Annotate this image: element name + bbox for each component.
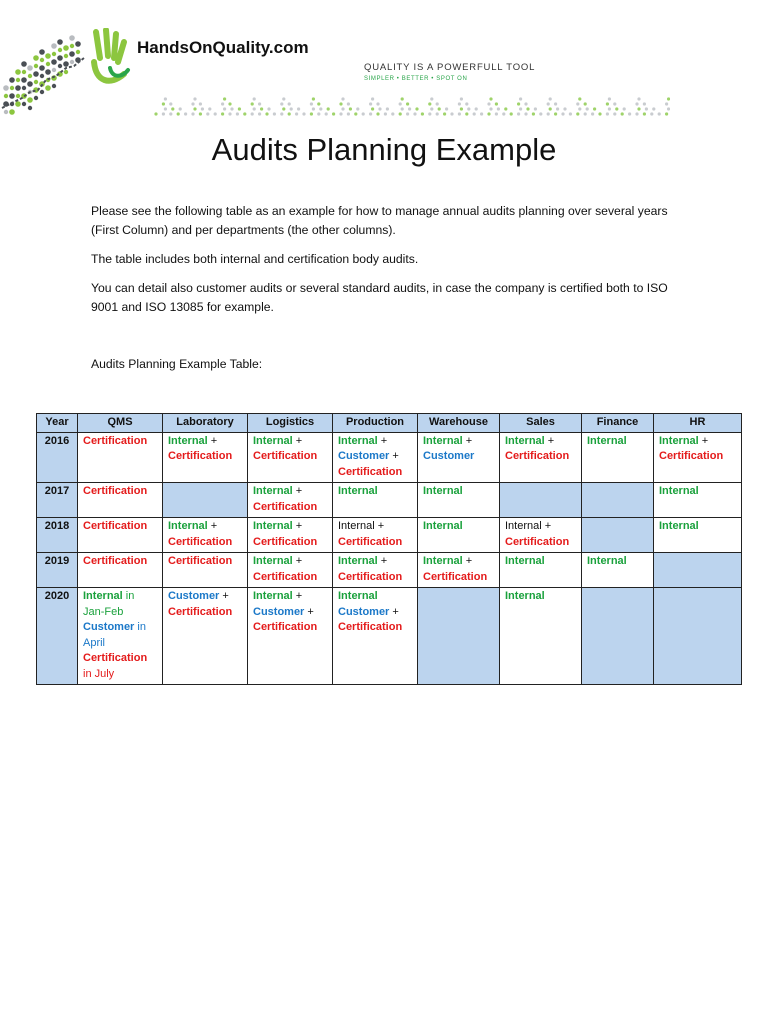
audit-label: Certification — [253, 570, 318, 583]
audit-label: + — [292, 434, 303, 447]
page-title: Audits Planning Example — [211, 132, 557, 167]
audit-label: Customer — [423, 450, 475, 462]
table-row — [37, 553, 742, 588]
table-row — [37, 483, 742, 518]
audit-label: Certification — [253, 450, 318, 462]
audit-label: + — [462, 555, 473, 567]
audit-label: in — [134, 621, 146, 633]
handsonquality-logo-icon — [0, 28, 140, 120]
audit-label: Internal — [338, 485, 378, 497]
audit-label: Internal — [505, 590, 545, 602]
audit-cell — [333, 588, 418, 685]
audit-label: + — [292, 520, 303, 532]
tagline-sub: SIMPLER • BETTER • SPOT ON — [364, 76, 468, 82]
audit-cell — [582, 553, 654, 588]
table-caption: Audits Planning Example Table: — [91, 357, 263, 371]
audit-label: Jan-Feb — [83, 605, 124, 618]
audit-cell — [654, 588, 742, 685]
table-body — [37, 432, 742, 685]
audit-cell — [418, 553, 500, 588]
audit-label: Internal — [423, 434, 463, 447]
audit-label: Internal — [587, 434, 627, 447]
audit-label: Internal — [338, 555, 378, 567]
audit-label: Internal — [253, 434, 293, 447]
audit-label: Internal — [423, 520, 463, 532]
audit-cell — [582, 588, 654, 685]
audit-label: Internal — [168, 434, 208, 447]
audit-label: Internal — [505, 434, 545, 447]
audit-label: Customer — [338, 605, 390, 618]
audit-cell — [78, 432, 163, 483]
audit-label: + — [377, 434, 388, 447]
audit-label: + — [698, 434, 709, 447]
audit-label: + — [544, 434, 555, 447]
year-cell: 2019 — [37, 553, 78, 588]
audit-cell — [78, 518, 163, 553]
audit-cell — [654, 483, 742, 518]
audit-label: + — [389, 450, 399, 462]
audit-label: Certification — [168, 535, 233, 548]
table-row — [37, 432, 742, 483]
audit-label: + — [219, 590, 229, 602]
header-hr: HR — [654, 414, 742, 433]
audit-label: in July — [83, 667, 115, 680]
audit-label: Customer — [338, 450, 390, 462]
audit-label: Internal — [659, 485, 699, 497]
audit-cell — [654, 518, 742, 553]
audit-label: Certification — [423, 570, 488, 583]
audits-planning-table — [36, 413, 742, 685]
audit-cell — [582, 518, 654, 553]
audit-label: Certification — [338, 535, 403, 548]
intro-paragraph-2: The table includes both internal and certification body audits. — [91, 252, 419, 266]
audit-cell — [248, 553, 333, 588]
audit-cell — [163, 483, 248, 518]
header-finance: Finance — [582, 414, 654, 433]
audit-label: Certification — [168, 555, 233, 567]
audit-cell — [163, 432, 248, 483]
audit-cell — [248, 483, 333, 518]
audit-cell — [500, 432, 582, 483]
audit-label: + — [292, 555, 303, 567]
audit-label: Internal — [423, 485, 463, 497]
audit-label: Internal — [659, 520, 699, 532]
tagline — [364, 62, 554, 82]
audit-cell — [163, 588, 248, 685]
audit-label: Customer — [83, 621, 135, 633]
audit-label: + — [207, 434, 218, 447]
audit-label: + — [292, 590, 303, 602]
header-sales: Sales — [500, 414, 582, 433]
year-cell: 2016 — [37, 432, 78, 483]
tagline-main: QUALITY IS A POWERFULL TOOL — [364, 62, 536, 73]
intro-paragraph-3: You can detail also customer audits or several standard audits, in case the company is certified both to ISO 9001 and ISO 13085 for example. — [91, 281, 668, 314]
year-cell: 2020 — [37, 588, 78, 685]
audit-label: Internal — [338, 590, 378, 602]
intro-text — [91, 202, 691, 327]
audit-cell — [163, 553, 248, 588]
header-qms: QMS — [78, 414, 163, 433]
audit-cell — [163, 518, 248, 553]
audit-label: Internal — [338, 434, 378, 447]
audit-cell — [333, 518, 418, 553]
audit-label: Internal + — [505, 520, 552, 532]
audit-cell — [654, 553, 742, 588]
audit-label: Certification — [253, 535, 318, 548]
audit-label: Certification — [338, 570, 403, 583]
audit-cell — [78, 588, 163, 685]
decorative-dot-band — [150, 92, 670, 120]
audit-label: + — [304, 605, 314, 618]
table-header-row — [37, 414, 742, 433]
audit-label: + — [462, 434, 473, 447]
audit-cell — [418, 432, 500, 483]
header-warehouse: Warehouse — [418, 414, 500, 433]
year-cell: 2017 — [37, 483, 78, 518]
audit-cell — [500, 483, 582, 518]
table-row — [37, 588, 742, 685]
audit-label: Certification — [168, 605, 233, 618]
brand-name: HandsOnQuality.com — [137, 38, 309, 57]
audit-label: Certification — [505, 450, 570, 462]
table-row — [37, 518, 742, 553]
audit-label: Certification — [83, 520, 148, 532]
audit-label: Internal — [505, 555, 545, 567]
header-production: Production — [333, 414, 418, 433]
audit-label: Internal — [253, 555, 293, 567]
audit-cell — [418, 588, 500, 685]
audit-label: Customer — [253, 605, 305, 618]
audit-label: + — [377, 555, 388, 567]
audit-label: Customer — [168, 590, 220, 602]
audit-label: Certification — [253, 621, 318, 633]
audit-cell — [333, 553, 418, 588]
intro-paragraph-1: Please see the following table as an example for how to manage annual audits planning over several years (First Column) and per departments (the other columns). — [91, 204, 668, 237]
audit-cell — [248, 432, 333, 483]
header-year: Year — [37, 414, 78, 433]
audit-label: Internal — [423, 555, 463, 567]
audit-label: April — [83, 636, 106, 649]
audit-label: + — [207, 520, 218, 532]
audit-label: + — [389, 605, 399, 618]
audit-label: Certification — [338, 465, 403, 478]
year-cell: 2018 — [37, 518, 78, 553]
header-laboratory: Laboratory — [163, 414, 248, 433]
audit-cell — [418, 518, 500, 553]
audit-label: in — [122, 590, 135, 602]
audit-label: Internal — [659, 434, 699, 447]
audit-cell — [78, 553, 163, 588]
audit-cell — [500, 588, 582, 685]
audit-cell — [500, 553, 582, 588]
audit-cell — [582, 432, 654, 483]
audit-label: Internal + — [338, 520, 385, 532]
audit-label: Internal — [83, 590, 123, 602]
audit-label: + — [292, 485, 303, 497]
audit-label: Certification — [83, 485, 148, 497]
audit-label: Internal — [168, 520, 208, 532]
audit-cell — [418, 483, 500, 518]
audit-cell — [333, 483, 418, 518]
audit-label: Certification — [253, 500, 318, 513]
audit-cell — [248, 588, 333, 685]
audit-label: Internal — [587, 555, 627, 567]
audit-cell — [333, 432, 418, 483]
audit-label: Internal — [253, 485, 293, 497]
audit-label: Certification — [83, 555, 148, 567]
audit-label: Certification — [83, 434, 148, 447]
audit-label: Certification — [505, 535, 570, 548]
page-header — [0, 0, 768, 125]
audit-label: Internal — [253, 520, 293, 532]
audit-label: Internal — [253, 590, 293, 602]
audit-cell — [78, 483, 163, 518]
audit-cell — [248, 518, 333, 553]
audit-label: Certification — [168, 450, 233, 462]
audit-cell — [500, 518, 582, 553]
audit-label: Certification — [659, 450, 724, 462]
audit-label: Certification — [338, 621, 403, 633]
audit-cell — [654, 432, 742, 483]
header-logistics: Logistics — [248, 414, 333, 433]
audit-cell — [582, 483, 654, 518]
audit-label: Certification — [83, 652, 148, 664]
